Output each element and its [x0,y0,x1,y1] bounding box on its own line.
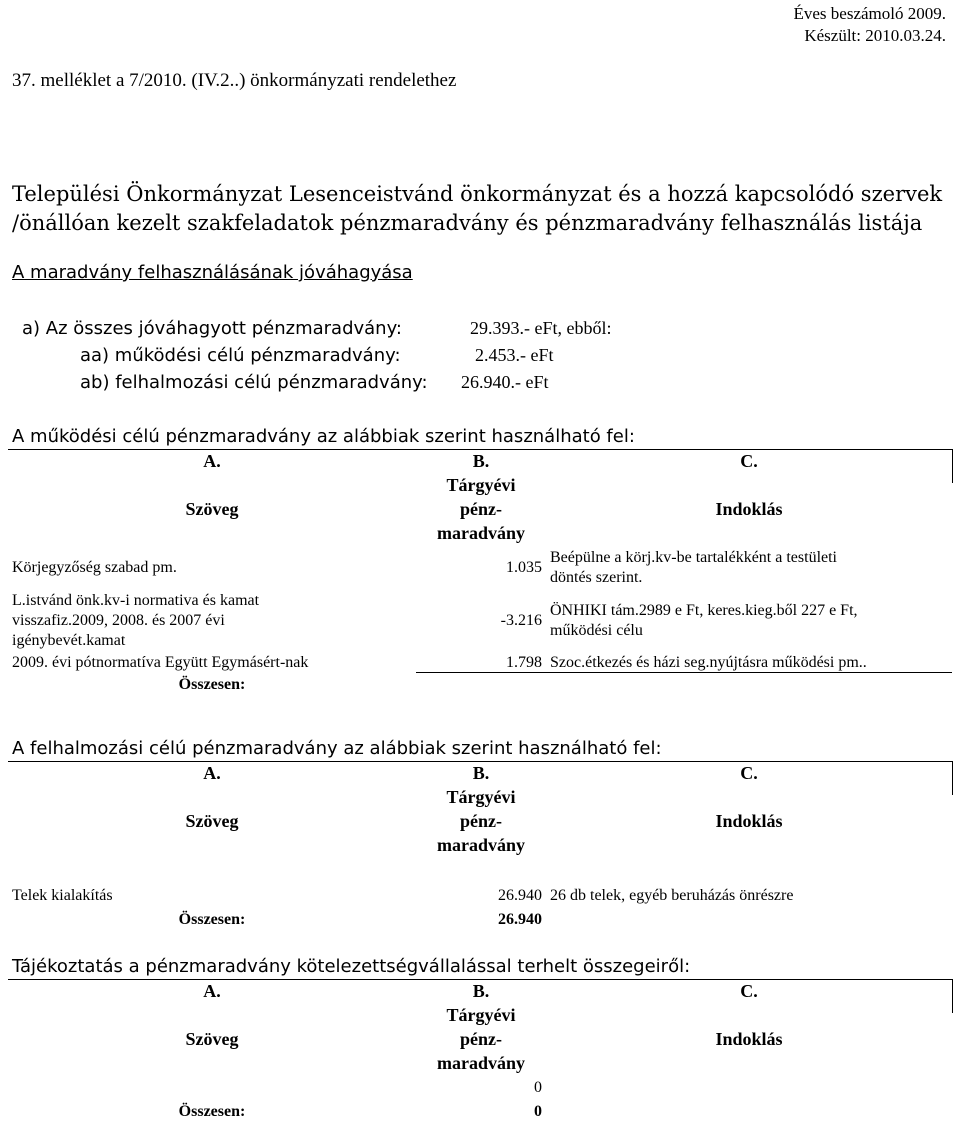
approval-operating-label: aa) működési célú pénzmaradvány: [80,345,401,366]
table-row [8,884,952,908]
col-c-label: C. [740,450,758,471]
total-label: Összesen: [178,676,246,693]
col-text-header: Szöveg [185,498,239,519]
reason-line-2: működési célu [550,622,643,639]
total-row [8,908,952,932]
row-amount: 1.798 [506,654,542,671]
col-a-label: A. [203,980,221,1001]
col-current-header [416,472,546,546]
col-c-label: C. [740,980,758,1001]
col-text-header: Szöveg [185,810,239,831]
col-a-label: A. [203,762,221,783]
text-line-2: visszafiz.2009, 2008. és 2007 évi [12,612,225,629]
approval-operating-value: 2.453.- eFt [475,345,554,365]
col-c-label: C. [740,762,758,783]
title-line-2: /önállóan kezelt szakfeladatok pénzmaradvány és pénzmaradvány felhasználás listája [12,211,923,235]
total-label: Összesen: [178,1103,246,1120]
total-amount: 0 [534,1103,542,1120]
commitments-table [8,980,952,1124]
report-title: Éves beszámoló 2009. [793,4,946,23]
annex-reference: 37. melléklet a 7/2010. (IV.2..) önkormányzati rendelethez [12,70,457,91]
col-text-header: Szöveg [185,1028,239,1049]
operating-table [8,450,952,696]
col-b-label: B. [472,450,490,471]
col-b-label: B. [472,980,490,1001]
row-amount: 1.035 [506,559,542,576]
current-line-3: maradvány [436,1053,525,1073]
current-line-1: Tárgyévi [446,475,516,495]
row-text: 2009. évi pótnormatíva Együtt Egymásért-nak [12,654,309,671]
total-row [8,1100,952,1124]
row-reason [546,590,952,652]
capital-heading: A felhalmozási célú pénzmaradvány az alábbiak szerint használható fel: [12,738,662,759]
row-amount: 26.940 [498,887,542,904]
row-text: Telek kialakítás [12,887,113,904]
commitments-heading: Tájékoztatás a pénzmaradvány kötelezettségvállalással terhelt összegeiről: [12,956,691,977]
col-reason-header: Indoklás [715,1028,783,1049]
operating-header-row [8,472,952,546]
report-header [794,3,947,47]
capital-right-edge [952,761,953,795]
current-line-3: maradvány [436,523,525,543]
text-line-3: igénybevét.kamat [12,632,126,649]
current-line-1: Tárgyévi [446,1005,516,1025]
current-line-1: Tárgyévi [446,787,516,807]
table-row [8,590,952,652]
row-text [8,590,416,652]
approval-capital-value: 26.940.- eFt [461,372,549,392]
col-b-label: B. [472,762,490,783]
table-row [8,546,952,590]
total-label: Összesen: [178,911,246,928]
reason-line-2: döntés szerint. [550,569,643,586]
text-line-1: L.istvánd önk.kv-i normativa és kamat [12,592,260,609]
reason-line-1: Beépülne a körj.kv-be tartalékként a testületi [550,549,837,566]
operating-heading: A működési célú pénzmaradvány az alábbiak szerint használható fel: [12,426,635,447]
row-text: Körjegyzőség szabad pm. [12,559,177,576]
row-amount: -3.216 [500,612,542,629]
commitments-header-row [8,1002,952,1076]
row-reason [546,546,952,590]
current-line-3: maradvány [436,835,525,855]
approval-total-value: 29.393.- eFt, ebből: [470,318,612,338]
current-line-2: pénz- [460,1029,502,1049]
col-current-header [416,784,546,858]
document-title [12,180,942,238]
approval-heading: A maradvány felhasználásának jóváhagyása [12,262,413,283]
approval-capital-label: ab) felhalmozási célú pénzmaradvány: [80,372,428,393]
row-reason: 26 db telek, egyéb beruházás önrészre [550,887,794,904]
approval-total-label: a) Az összes jóváhagyott pénzmaradvány: [22,318,402,339]
row-amount: 0 [534,1079,542,1096]
total-amount: 26.940 [498,911,542,928]
operating-total-rule [416,672,952,673]
table-row [8,1076,952,1100]
operating-right-edge [952,449,953,483]
col-reason-header: Indoklás [715,810,783,831]
total-row [8,674,952,696]
title-line-1: Települési Önkormányzat Lesenceistvánd önkormányzat és a hozzá kapcsolódó szervek [12,182,943,206]
capital-header-row [8,784,952,858]
commitments-right-edge [952,979,953,1013]
reason-line-1: ÖNHIKI tám.2989 e Ft, keres.kieg.ből 227 e Ft, [550,602,858,619]
row-reason: Szoc.étkezés és házi seg.nyújtásra működési pm.. [550,654,867,671]
current-line-2: pénz- [460,811,502,831]
prepared-date: Készült: 2010.03.24. [804,26,946,45]
table-row [8,652,952,674]
capital-table [8,762,952,932]
col-current-header [416,1002,546,1076]
operating-letter-row [8,450,952,472]
capital-letter-row [8,762,952,784]
commitments-letter-row [8,980,952,1002]
current-line-2: pénz- [460,499,502,519]
col-a-label: A. [203,450,221,471]
col-reason-header: Indoklás [715,498,783,519]
